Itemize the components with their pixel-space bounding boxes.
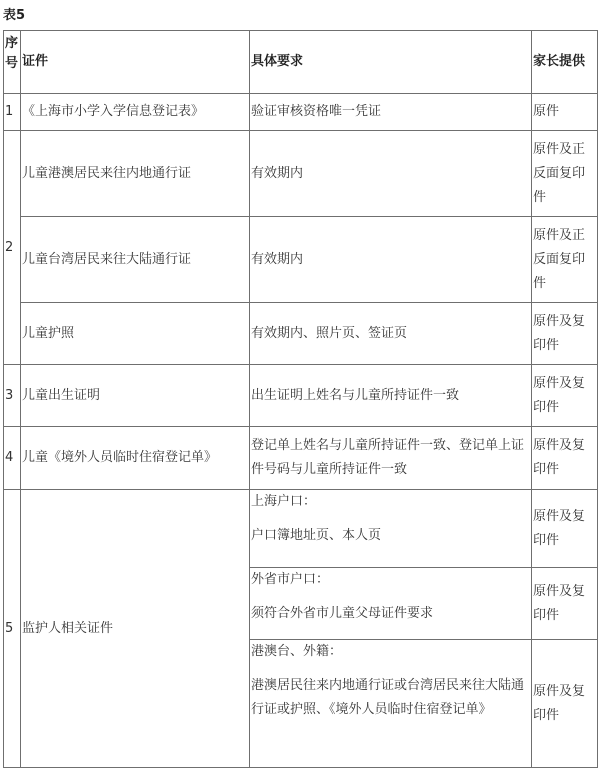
table-row <box>4 427 598 490</box>
row-req: 验证审核资格唯一凭证 <box>250 94 532 131</box>
table-row <box>4 131 598 217</box>
header-provide: 家长提供 <box>532 31 598 94</box>
row-no: 3 <box>4 365 21 427</box>
table-row <box>4 303 598 365</box>
row-req-shanghai <box>250 490 532 568</box>
row-provide: 原件及复印件 <box>532 365 598 427</box>
row-doc: 儿童《境外人员临时住宿登记单》 <box>21 427 250 490</box>
row-no: 5 <box>4 490 21 768</box>
header-no: 序号 <box>4 31 21 94</box>
row-doc: 儿童台湾居民来往大陆通行证 <box>21 217 250 303</box>
row-provide: 原件及正反面复印件 <box>532 131 598 217</box>
row-provide: 原件 <box>532 94 598 131</box>
row-req: 有效期内 <box>250 217 532 303</box>
row-no: 2 <box>4 131 21 365</box>
row-provide: 原件及正反面复印件 <box>532 217 598 303</box>
table-caption: 表5 <box>3 8 26 23</box>
sub-title: 上海户口： <box>251 494 317 509</box>
row-doc: 监护人相关证件 <box>21 490 250 768</box>
requirements-table <box>3 30 598 768</box>
row-req: 有效期内 <box>250 131 532 217</box>
row-req-foreign <box>250 640 532 768</box>
row-no: 4 <box>4 427 21 490</box>
header-row <box>4 31 598 94</box>
sub-text: 户口簿地址页、本人页 <box>251 528 382 543</box>
row-req: 有效期内、照片页、签证页 <box>250 303 532 365</box>
row-provide: 原件及复印件 <box>532 490 598 568</box>
header-doc: 证件 <box>21 31 250 94</box>
row-provide: 原件及复印件 <box>532 303 598 365</box>
row-req: 登记单上姓名与儿童所持证件一致、登记单上证件号码与儿童所持证件一致 <box>250 427 532 490</box>
row-req: 出生证明上姓名与儿童所持证件一致 <box>250 365 532 427</box>
table-row <box>4 490 598 568</box>
row-doc: 《上海市小学入学信息登记表》 <box>21 94 250 131</box>
row-provide: 原件及复印件 <box>532 568 598 640</box>
table-row <box>4 94 598 131</box>
row-doc: 儿童出生证明 <box>21 365 250 427</box>
sub-title: 港澳台、外籍： <box>251 644 343 659</box>
table-row <box>4 365 598 427</box>
row-doc: 儿童护照 <box>21 303 250 365</box>
row-req-other-province <box>250 568 532 640</box>
sub-text: 须符合外省市儿童父母证件要求 <box>251 606 434 621</box>
row-doc: 儿童港澳居民来往内地通行证 <box>21 131 250 217</box>
header-req: 具体要求 <box>250 31 532 94</box>
row-provide: 原件及复印件 <box>532 640 598 768</box>
sub-title: 外省市户口： <box>251 572 330 587</box>
row-no: 1 <box>4 94 21 131</box>
sub-text: 港澳居民往来内地通行证或台湾居民来往大陆通行证或护照、《境外人员临时住宿登记单》 <box>251 678 525 717</box>
row-provide: 原件及复印件 <box>532 427 598 490</box>
table-row <box>4 217 598 303</box>
